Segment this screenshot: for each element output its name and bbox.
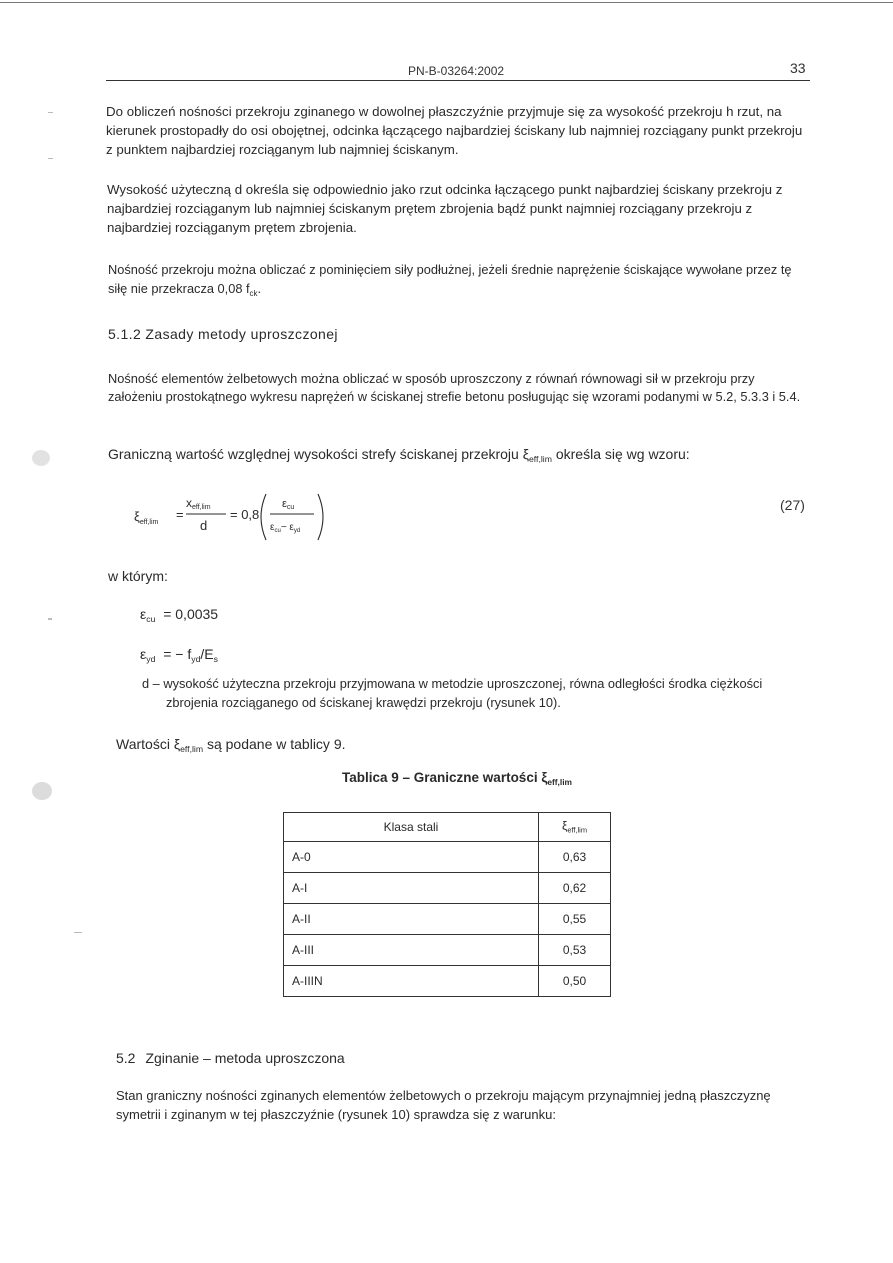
scan-margin-mark xyxy=(48,158,53,159)
equation-number: (27) xyxy=(780,497,805,513)
eq-equals-1: = xyxy=(176,507,184,522)
definition-ecu: $\varepsilon_{cu} = 0,0035$ xyxy=(140,606,219,625)
paragraph-effective-depth: Wysokość użyteczną d określa się odpowiednio jako rzut odcinka łączącego punkt najbardziej ściskany przekroju z najbardziej rozciąganym lub najmniej ściskanym prętem zbrojenia bądź punkt najmniej rozciągany przekroju z najbardziej rozciąganym prętem zbrojenia. xyxy=(107,182,783,235)
table-cell-value: 0,50 xyxy=(539,966,611,997)
eq-inner-numerator: εcu xyxy=(282,498,295,511)
scan-margin-mark xyxy=(32,450,50,466)
paragraph-simplified-method: Nośność elementów żelbetowych można obliczać w sposób uproszczony z równań równowagi sił w przekroju przy założeniu prostokątnego wykresu naprężeń w ściskanej strefie betonu posługując się wzorami podanymi w 5.2, 5.3.3 i 5.4. xyxy=(108,371,801,404)
table-cell-value: 0,63 xyxy=(539,842,611,873)
table-cell-class: A-II xyxy=(284,904,539,935)
scan-margin-mark xyxy=(48,112,53,113)
table-9-caption: Tablica 9 – Graniczne wartości $\xi_{eff,lim}$ xyxy=(342,770,572,787)
scan-margin-mark xyxy=(32,782,52,800)
table-header-xi: $\xi_{eff,lim}$ xyxy=(539,813,611,842)
table-cell-value: 0,53 xyxy=(539,935,611,966)
table-row xyxy=(284,935,611,966)
eq-right-paren xyxy=(318,494,323,540)
definition-eyd: $\varepsilon_{yd}$ = − $f_{yd}/E_s$ xyxy=(140,646,218,665)
paragraph-axial-force: Nośność przekroju można obliczać z pominięciem siły podłużnej, jeżeli średnie naprężenie ściskające wywołane przez tę siłę nie przekracza 0,08 $f_{ck}$. xyxy=(108,262,792,298)
table-row xyxy=(284,904,611,935)
table-row xyxy=(284,966,611,997)
table-cell-class: A-III xyxy=(284,935,539,966)
table-cell-class: A-0 xyxy=(284,842,539,873)
where-label: w którym: xyxy=(108,568,168,584)
table-cell-class: A-IIIN xyxy=(284,966,539,997)
table-9 xyxy=(283,812,611,997)
page-number: 33 xyxy=(790,60,806,76)
eq-coefficient: = 0,8 xyxy=(230,507,260,522)
eq-lhs: $\xi_{eff,lim}$ xyxy=(134,509,159,526)
table-cell-value: 0,62 xyxy=(539,873,611,904)
paragraph-limit-state: Stan graniczny nośności zginanych elementów żelbetowych o przekroju mającym przynajmniej jedną płaszczyznę symetrii i zginanym w tej płaszczyźnie (rysunek 10) sprawdza się z warunku: xyxy=(116,1088,771,1122)
table-cell-value: 0,55 xyxy=(539,904,611,935)
scan-top-edge xyxy=(0,2,893,3)
values-reference: Wartości $\xi_{eff,lim}$ są podane w tablicy 9. xyxy=(116,736,346,755)
eq-numerator: xeff,lim xyxy=(186,496,211,511)
scan-margin-mark xyxy=(74,932,82,933)
table-row xyxy=(284,873,611,904)
equation-27 xyxy=(134,490,344,546)
section-heading-5-2: 5.2 Zginanie – metoda uproszczona xyxy=(116,1050,345,1066)
eq-inner-denominator: $\varepsilon_{cu}- \varepsilon_{yd}$ xyxy=(270,522,301,534)
table-header-row xyxy=(284,813,611,842)
table-header-steel-class: Klasa stali xyxy=(284,813,539,842)
eq-left-paren xyxy=(261,494,266,540)
section-heading-5-1-2: 5.1.2 Zasady metody uproszczonej xyxy=(108,326,338,342)
eq-denominator: d xyxy=(200,518,208,533)
table-cell-class: A-I xyxy=(284,873,539,904)
scan-margin-mark xyxy=(48,618,52,620)
header-standard: PN-B-03264:2002 xyxy=(408,64,505,78)
paragraph-limit-value: Graniczną wartość względnej wysokości strefy ściskanej przekroju $\xi_{eff,lim}$ określa się wg wzoru: xyxy=(108,446,690,465)
paragraph-section-height: Do obliczeń nośności przekroju zginanego w dowolnej płaszczyźnie przyjmuje się za wysokość przekroju h rzut, na kierunek prostopadły do osi obojętnej, odcinka łączącego najbardziej ściskany lub najmniej rozciągany punkt przekroju z punktem najbardziej rozciąganym lub najmniej ściskanym. xyxy=(106,104,803,157)
definition-d: d – wysokość użyteczna przekroju przyjmowana w metodzie uproszczonej, równa odległości środka ciężkości zbrojenia rozciąganego od ściskanej krawędzi przekroju (rysunek 10). xyxy=(142,676,763,710)
table-row xyxy=(284,842,611,873)
header-rule xyxy=(106,80,810,81)
